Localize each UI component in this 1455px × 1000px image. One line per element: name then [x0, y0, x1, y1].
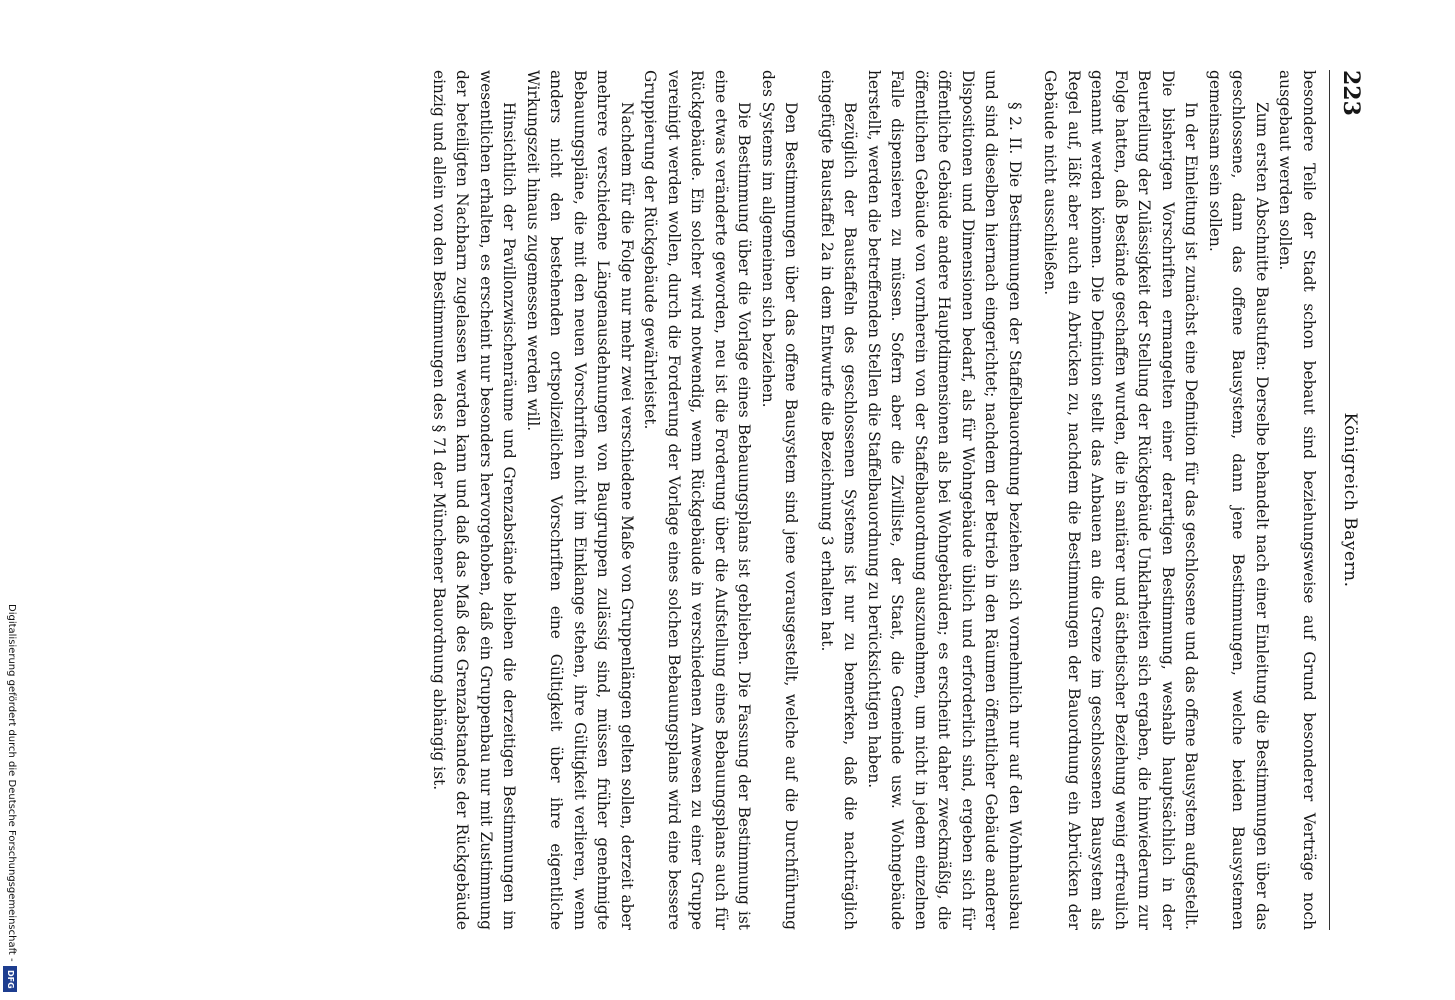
paragraph: Den Bestimmungen über das offene Bausystem sind jene vorausgestellt, welche auf die Durchführung des Systems im allgemeinen sich beziehen.: [759, 70, 801, 930]
dfg-logo: DFG: [3, 966, 17, 992]
page-header: [1330, 70, 1370, 930]
page-number: 223: [1338, 70, 1364, 116]
credit-text: Digitalisierung gefördert durch die Deutsche Forschungsgemeinschaft -: [6, 604, 17, 962]
paragraph: In der Einleitung ist zunächst eine Definition für das geschlossene und das offene Bausystem aufgestellt. Die bisherigen Vorschriften ermangelten einer derartigen Bestimmung, weshalb hauptsächlich in der Beurteilung der Zulässigkeit der Stellung der Rückgebäude Unklarheiten sich ergaben, die hinwiederum zur Folge hatten, daß Bestände geschaffen wurden, die in sanitärer und ästhetischer Beziehung wenig erfreulich genannt werden können. Die Definition stellt das Anbauen an die Grenze im geschlossenen Bausystem als Regel auf, läßt aber auch ein Abrücken zu, nachdem die Bestimmungen der Bauordnung ein Abrücken der Gebäude nicht ausschließen.: [1041, 70, 1201, 930]
page-content-rotated: [95, 70, 1370, 930]
paragraph: Nachdem für die Folge nur mehr zwei verschiedene Maße von Gruppenlängen gelten sollen, derzeit aber mehrere verschiedene Längenausdehnungen von Baugruppen zulässig sind, müssen früher genehmigte Bebauungspläne, die mit den neuen Vorschriften nicht im Einklange stehen, ihre Gültigkeit verlieren, wenn anders nicht den bestehenden ortspolizeilichen Vorschriften eine Gültigkeit über ihre eigentliche Wirkungszeit hinaus zugemessen werden will.: [524, 70, 636, 930]
paragraph: Die Bestimmung über die Vorlage eines Bebauungsplans ist geblieben. Die Fassung der Bestimmung ist eine etwas veränderte geworden, neu ist die Forderung über die Aufstellung eines Bebauungsplans auch für Rückgebäude. Ein solcher wird notwendig, wenn Rückgebäude in verschiedenen Anwesen zu einer Gruppe vereinigt werden wollen, durch die Forderung der Vorlage eines solchen Bebauungsplans wird eine bessere Gruppierung der Rückgebäude gewährleistet.: [641, 70, 754, 930]
paragraph: Bezüglich der Baustaffeln des geschlossenen Systems ist nur zu bemerken, daß die nachträglich eingefügte Baustaffel 2a in dem Entwurfe die Bezeichnung 3 erhalten hat.: [818, 70, 860, 930]
digitization-credit: [0, 0, 26, 1000]
paragraph: Zum ersten Abschnitte Baustufen: Derselbe behandelt nach einer Einleitung die Bestimmungen über das geschlossene, dann das offene Bausystem, dann jene Bestimmungen, welche beiden Bausystemen gemeinsam sein sollen.: [1206, 70, 1271, 930]
body-text: [427, 70, 1321, 930]
paragraph: § 2. II. Die Bestimmungen der Staffelbauordnung beziehen sich vornehmlich nur auf den Wohnhausbau und sind dieselben hiernach eingerichtet; nachdem der Betrieb in den Räumen öffentlicher Gebäude anderer Dispositionen und Dimensionen bedarf, als für Wohngebäude üblich und erforderlich sind, ergeben sich für öffentliche Gebäude andere Hauptdimensionen als bei Wohngebäuden; es erscheint daher zweckmäßig, die öffentlichen Gebäude von vornherein von der Staffelbauordnung auszunehmen, um nicht in jedem einzelnen Falle dispensieren zu müssen. Sofern aber die Zivilliste, der Staat, die Gemeinde usw. Wohngebäude herstellt, werden die betreffenden Stellen die Staffelbauordnung zu berücksichtigen haben.: [865, 70, 1024, 930]
paragraph: Hinsichtlich der Pavillonzwischenräume und Grenzabstände bleiben die derzeitigen Bestimmungen im wesentlichen erhalten, es erscheint nur besonders hervorgehoben, daß ein Gruppenbau nur mit Zustimmung der beteiligten Nachbarn zugelassen werden kann und daß das Maß des Grenzabstandes der Rückgebäude einzig und allein von den Bestimmungen des § 71 der Münchener Bauordnung abhängig ist.: [430, 70, 519, 930]
running-title: Königreich Bayern.: [1340, 412, 1360, 588]
header-rule: [1329, 70, 1330, 930]
paragraph: besondere Teile der Stadt schon bebaut sind beziehungsweise auf Grund besonderer Verträge noch ausgebaut werden sollen.: [1276, 70, 1318, 930]
